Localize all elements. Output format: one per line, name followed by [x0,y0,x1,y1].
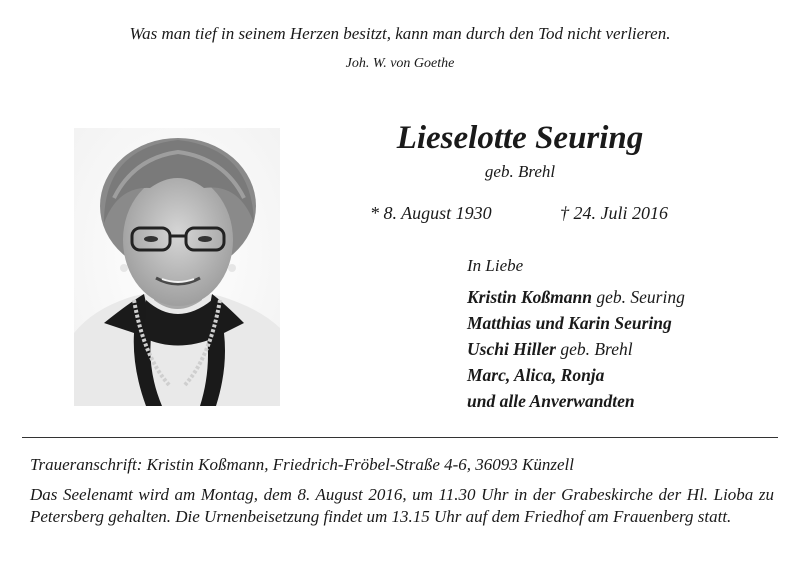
divider [22,437,778,438]
mourner-line [467,284,685,310]
birth-date: * 8. August 1930 [370,203,492,223]
mourning-address: Traueranschrift: Kristin Koßmann, Friedrich-Fröbel-Straße 4-6, 36093 Künzell [30,455,574,474]
mourners-list [467,284,685,414]
mourner-suffix: geb. Brehl [555,339,633,359]
mourner-line [467,388,685,414]
mourners-intro: In Liebe [467,256,524,275]
mourner-suffix: geb. Seuring [592,287,685,307]
maiden-name: geb. Brehl [484,162,556,181]
deceased-name: Lieselotte Seuring [396,120,644,156]
mourner-line [467,362,685,388]
service-info: Das Seelenamt wird am Montag, dem 8. August 2016, um 11.30 Uhr in der Grabeskirche der Hl. Lioba zu Petersberg gehalten. Die Urnenbeisetzung findet um 13.15 Uhr auf dem Friedhof am Frauenberg statt. [30,485,774,526]
mourner-name: Kristin Koßmann [467,287,592,307]
quote-author: Joh. W. von Goethe [345,56,455,71]
mourner-name: Uschi Hiller [467,339,556,359]
portrait-photo [74,128,280,406]
mourner-line [467,310,685,336]
mourner-name: Marc, Alica, Ronja [467,365,605,385]
death-date: † 24. Juli 2016 [560,203,668,223]
quote-text: Was man tief in seinem Herzen besitzt, kann man durch den Tod nicht verlieren. [129,24,671,43]
mourner-name: Matthias und Karin Seuring [467,313,672,333]
mourner-line [467,336,685,362]
mourner-name: und alle Anverwandten [467,391,635,411]
